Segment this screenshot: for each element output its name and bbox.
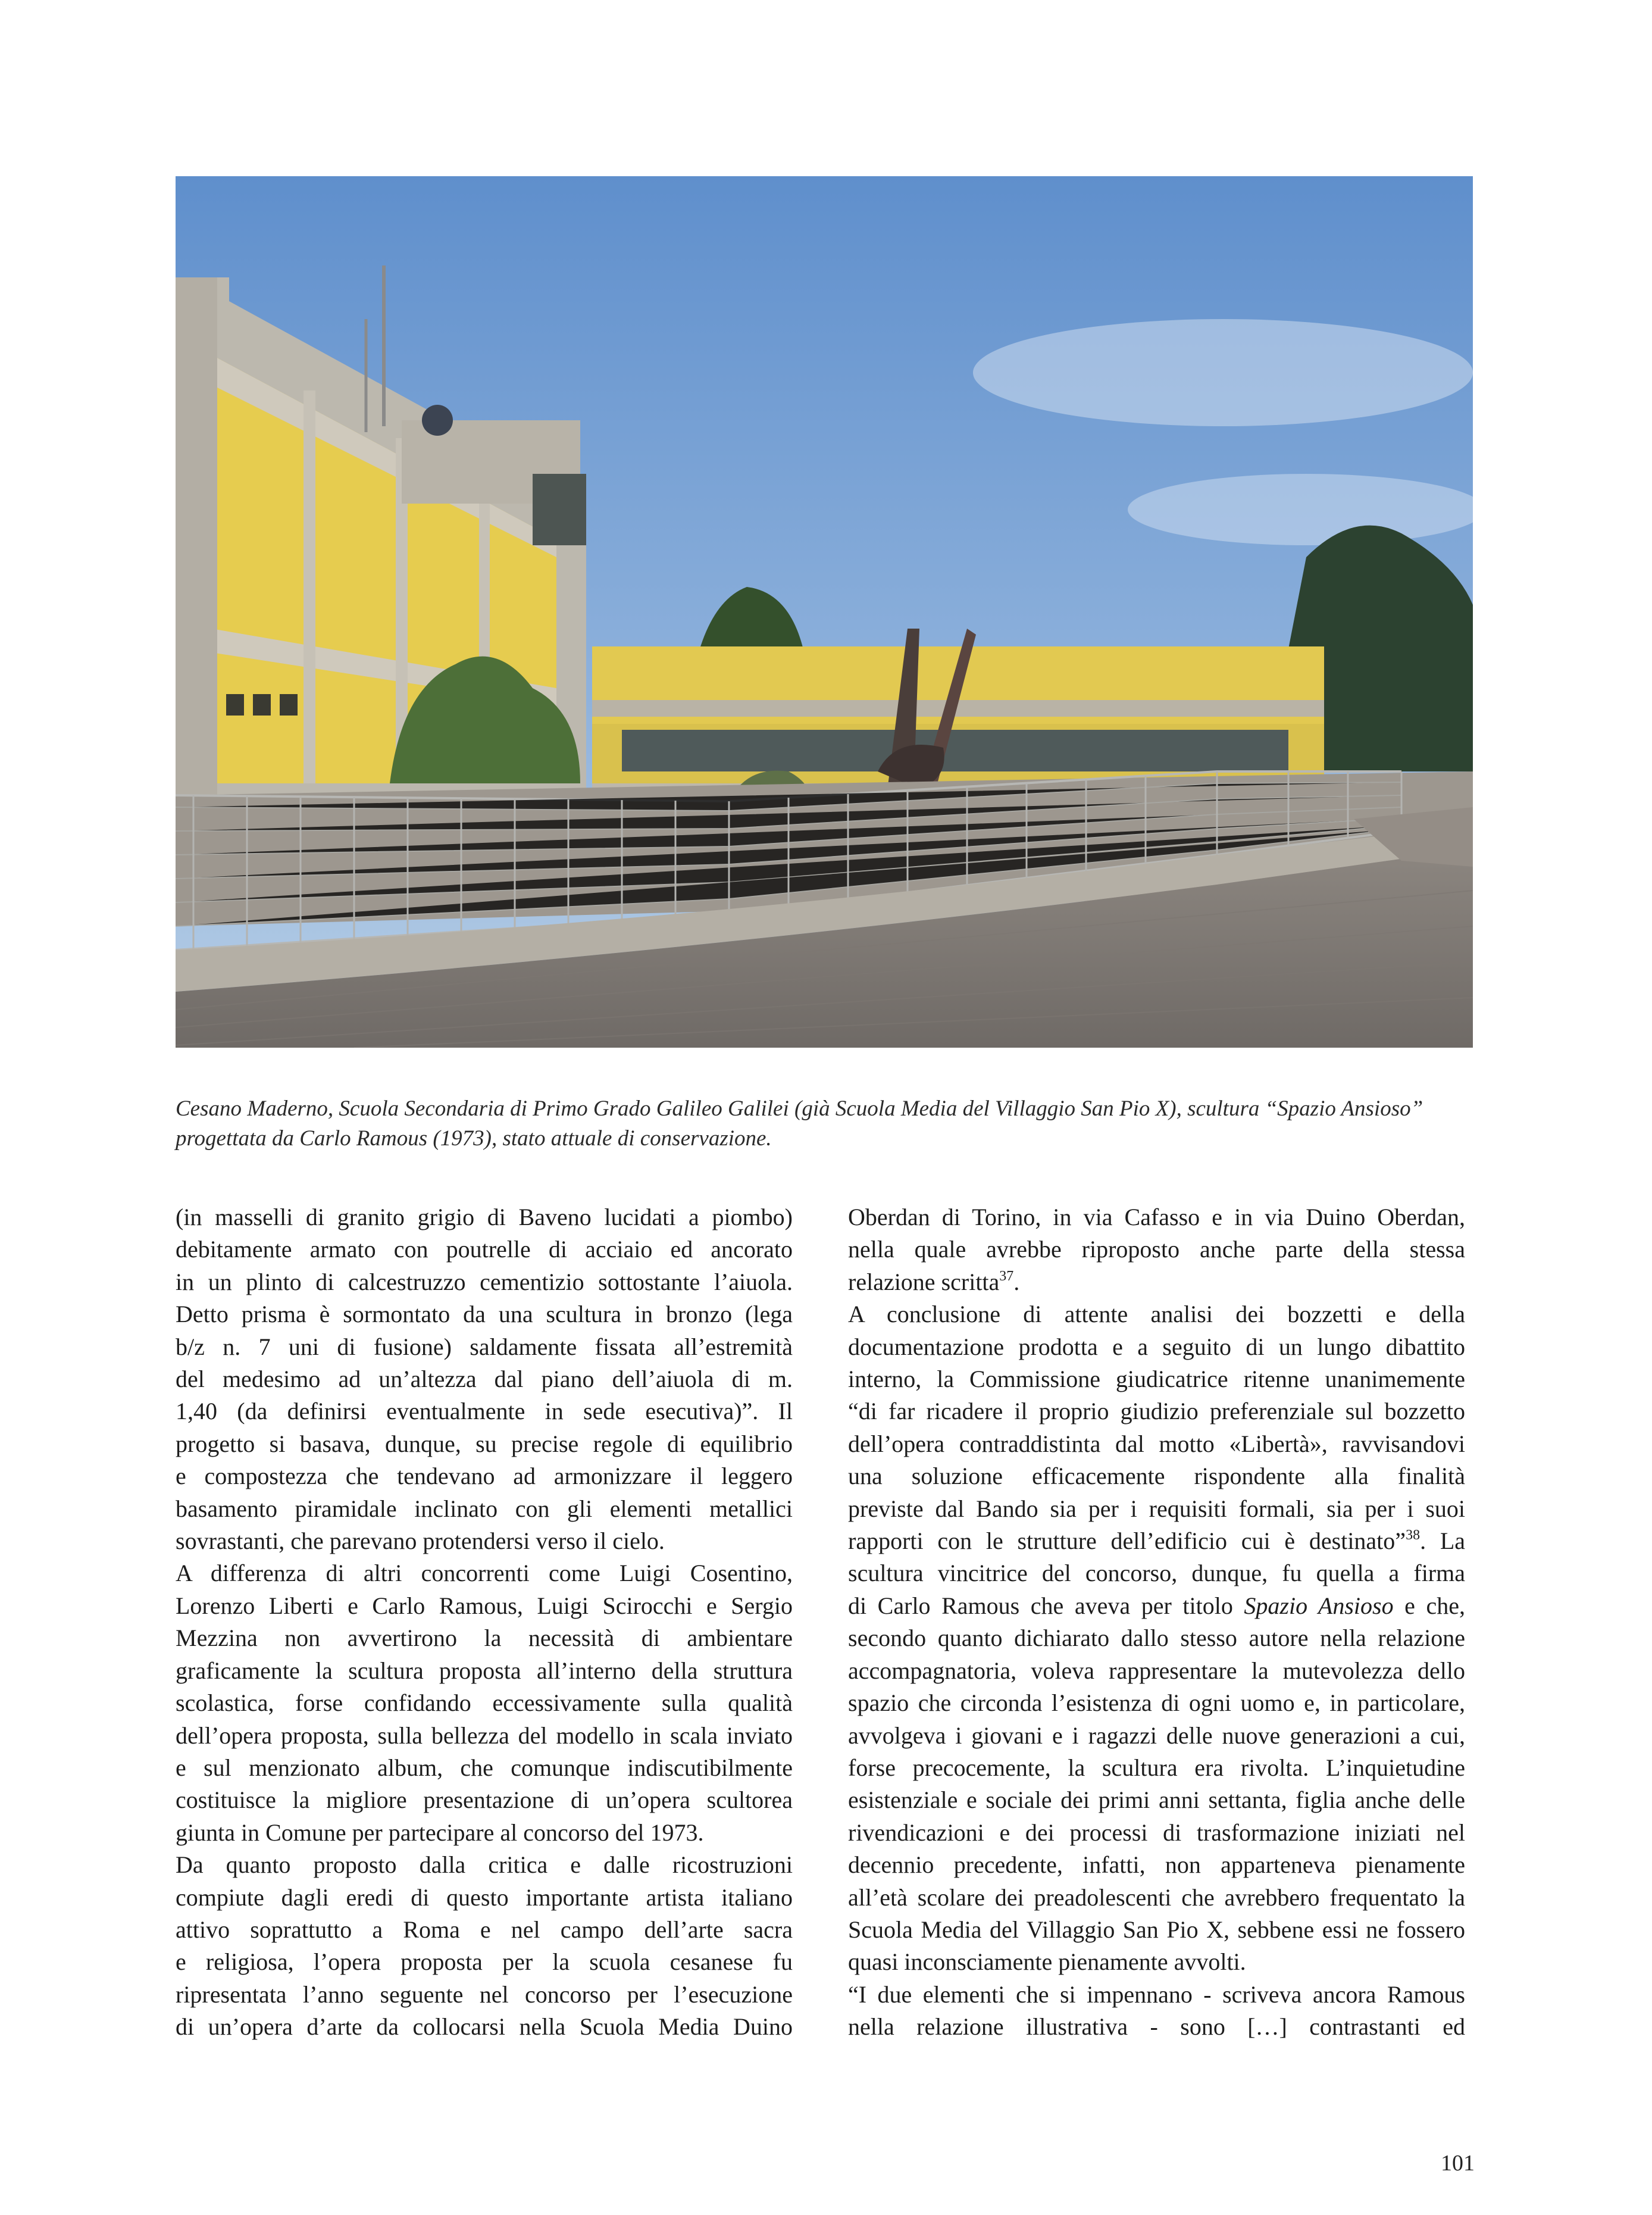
text-line: sovrastanti, che parevano protendersi verso il cielo.	[176, 1527, 665, 1555]
text-line: dell’opera proposta, sulla bellezza del modello in scala inviato	[176, 1722, 793, 1749]
text-line: del medesimo ad un’altezza dal piano dell’aiuola di m.	[176, 1366, 793, 1393]
text-line: Lorenzo Liberti e Carlo Ramous, Luigi Scirocchi e Sergio	[176, 1592, 793, 1619]
text-line	[848, 1266, 1465, 1298]
text-segment: di Carlo Ramous che aveva per titolo	[848, 1592, 1244, 1619]
text-line: documentazione prodotta e a seguito di un lungo dibattito	[848, 1333, 1465, 1360]
text-line: previste dal Bando sia per i requisiti formali, sia per i suoi	[848, 1495, 1465, 1522]
text-line: basamento piramidale inclinato con gli elementi metallici	[176, 1495, 793, 1522]
text-line: A differenza di altri concorrenti come Luigi Cosentino,	[176, 1560, 793, 1587]
text-line: e compostezza che tendevano ad armonizzare il leggero	[176, 1463, 793, 1490]
text-line: “di far ricadere il proprio giudizio preferenziale sul bozzetto	[848, 1398, 1465, 1425]
caption-line: progettata da Carlo Ramous (1973), stato attuale di conservazione.	[176, 1126, 772, 1151]
footnote-ref-38: 38	[1406, 1527, 1421, 1544]
text-line: e sul menzionato album, che comunque indiscutibilmente	[176, 1754, 793, 1781]
text-line: A conclusione di attente analisi dei bozzetti e della	[848, 1301, 1465, 1328]
figure-caption	[176, 1094, 1479, 1154]
right-text-column	[848, 1201, 1465, 2044]
text-line: Mezzina non avvertirono la necessità di ambientare	[176, 1624, 793, 1652]
text-line: (in masselli di granito grigio di Baveno lucidati a piombo)	[176, 1204, 793, 1230]
page-number: 101	[1441, 2151, 1475, 2176]
text-segment: .	[1013, 1268, 1020, 1295]
text-line: b/z n. 7 uni di fusione) saldamente fissata all’estremità	[176, 1333, 793, 1360]
text-line: Da quanto proposto dalla critica e dalle ricostruzioni	[176, 1851, 793, 1879]
left-text-column	[176, 1201, 793, 2044]
text-line: “I due elementi che si impennano - scriveva ancora Ramous	[848, 1980, 1465, 2008]
text-line: costituisce la migliore presentazione di un’opera scultorea	[176, 1786, 793, 1814]
text-line: esistenziale e sociale dei primi anni settanta, figlia anche delle	[848, 1786, 1465, 1814]
text-line: accompagnatoria, voleva rappresentare la mutevolezza dello	[848, 1657, 1465, 1684]
footnote-ref-37: 37	[999, 1268, 1014, 1284]
text-line: e religiosa, l’opera proposta per la scuola cesanese fu	[176, 1948, 793, 1976]
text-line: progetto si basava, dunque, su precise regole di equilibrio	[176, 1430, 793, 1457]
text-line: forse precocemente, la scultura era rivolta. L’inquietudine	[848, 1754, 1465, 1781]
text-line: decennio precedente, infatti, non apparteneva pienamente	[848, 1851, 1465, 1879]
school-photograph	[176, 176, 1473, 1048]
text-line: 1,40 (da definirsi eventualmente in sede esecutiva)”. Il	[176, 1398, 793, 1425]
text-line: Detto prisma è sormontato da una scultura in bronzo (lega	[176, 1301, 793, 1328]
text-line: compiute dagli eredi di questo importante artista italiano	[176, 1883, 793, 1911]
text-line: Scuola Media del Villaggio San Pio X, sebbene essi ne fossero	[848, 1916, 1465, 1943]
text-line: graficamente la scultura proposta all’interno della struttura	[176, 1657, 793, 1684]
text-line: una soluzione efficacemente rispondente alla finalità	[848, 1463, 1465, 1490]
text-line: quasi inconsciamente pienamente avvolti.	[848, 1948, 1246, 1976]
text-line	[848, 1525, 1465, 1557]
text-segment: relazione scritta	[848, 1268, 1000, 1295]
text-segment: . La	[1420, 1527, 1465, 1555]
text-line: attivo soprattutto a Roma e nel campo dell’arte sacra	[176, 1916, 793, 1943]
text-line: secondo quanto dichiarato dallo stesso autore nella relazione	[848, 1624, 1465, 1652]
text-line: all’età scolare dei preadolescenti che avrebbero frequentato la	[848, 1883, 1465, 1911]
text-line: rivendicazioni e dei processi di trasformazione iniziati nel	[848, 1819, 1465, 1846]
work-title: Spazio Ansioso	[1244, 1592, 1394, 1619]
text-line: debitamente armato con poutrelle di acciaio ed ancorato	[176, 1236, 793, 1263]
text-line: ripresentata l’anno seguente nel concorso per l’esecuzione	[176, 1980, 793, 2008]
text-line: in un plinto di calcestruzzo cementizio sottostante l’aiuola.	[176, 1268, 793, 1295]
text-line: avvolgeva i giovani e i ragazzi delle nuove generazioni a cui,	[848, 1722, 1465, 1749]
text-line: interno, la Commissione giudicatrice ritenne unanimemente	[848, 1366, 1465, 1393]
text-line: spazio che circonda l’esistenza di ogni uomo e, in particolare,	[848, 1689, 1465, 1717]
text-line: scolastica, forse confidando eccessivamente sulla qualità	[176, 1689, 793, 1717]
caption-line: Cesano Maderno, Scuola Secondaria di Primo Grado Galileo Galilei (già Scuola Media del Villaggio San Pio X), scultura “Spazio Ansioso”	[176, 1096, 1423, 1121]
text-line: nella quale avrebbe riproposto anche parte della stessa	[848, 1236, 1465, 1263]
text-line: scultura vincitrice del concorso, dunque, fu quella a firma	[848, 1560, 1465, 1587]
text-line	[848, 1590, 1465, 1622]
text-segment: rapporti con le strutture dell’edificio cui è destinato”	[848, 1527, 1406, 1555]
text-line: nella relazione illustrativa - sono […] contrastanti ed	[848, 2013, 1465, 2041]
text-line: Oberdan di Torino, in via Cafasso e in via Duino Oberdan,	[848, 1204, 1465, 1230]
text-line: di un’opera d’arte da collocarsi nella Scuola Media Duino	[176, 2013, 793, 2041]
text-line: dell’opera contraddistinta dal motto «Libertà», ravvisandovi	[848, 1430, 1465, 1457]
text-segment: e che,	[1393, 1592, 1466, 1619]
text-line: giunta in Comune per partecipare al concorso del 1973.	[176, 1819, 704, 1846]
